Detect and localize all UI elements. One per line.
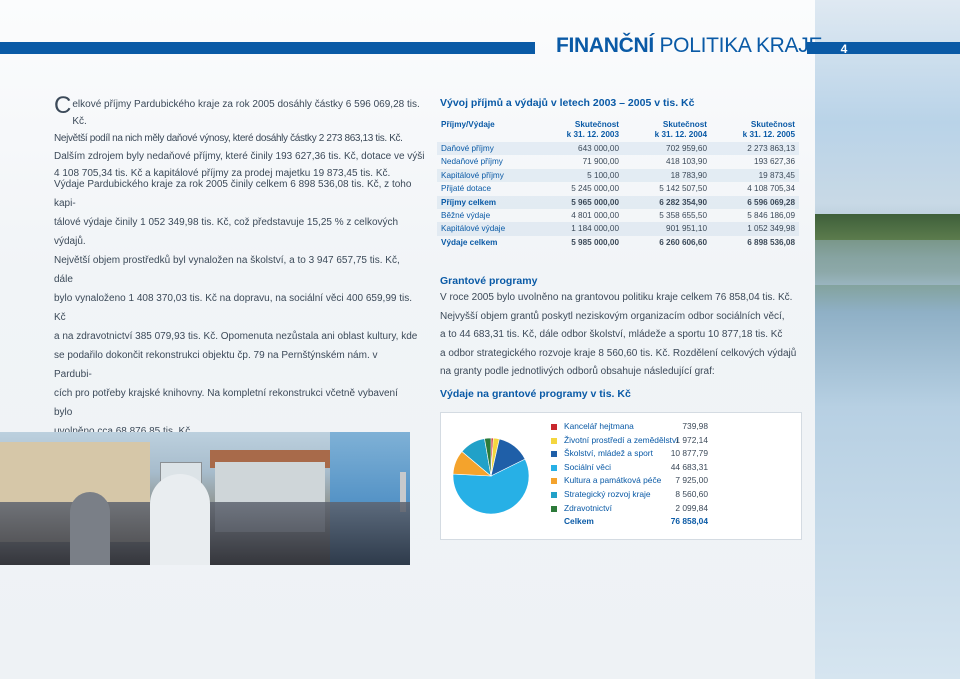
row-label: Přijaté dotace xyxy=(441,184,492,194)
legend-value: 7 925,00 xyxy=(675,475,708,486)
table-cell: 6 898 536,08 xyxy=(747,237,795,247)
legend-label: Kultura a památková péče xyxy=(564,475,662,486)
para-line: tálové výdaje činily 1 052 349,98 tis. Kč, což představuje 15,25 % z celkových výdajů. xyxy=(54,217,399,247)
page-title: FINANČNÍ POLITIKA KRAJE xyxy=(556,34,823,57)
table-cell: 6 596 069,28 xyxy=(711,196,799,209)
grants-heading: Grantové programy xyxy=(440,275,538,287)
para-line: Největší objem prostředků byl vynaložen na školství, a to 3 947 657,75 tis. Kč, dále xyxy=(54,255,400,285)
column-header: Příjmy/Výdaje xyxy=(441,120,495,129)
intro-line: Dalším zdrojem byly nedaňové příjmy, které činily 193 627,36 tis. Kč, dotace ve výši xyxy=(54,150,425,162)
legend-swatch xyxy=(551,492,557,498)
photo-person xyxy=(150,474,210,565)
legend-swatch xyxy=(551,478,557,484)
intro-line: Největší podíl na nich měly daňové výnosy, které dosáhly částky 2 273 863,13 tis. Kč. xyxy=(54,133,403,145)
column-header: Skutečnost k 31. 12. 2003 xyxy=(566,120,619,139)
table-row xyxy=(437,196,799,209)
row-label: Kapitálové příjmy xyxy=(437,169,535,182)
table-cell: 5 358 655,50 xyxy=(659,211,707,221)
para-line: Výdaje Pardubického kraje za rok 2005 činily celkem 6 898 536,08 tis. Kč, z toho kapi- xyxy=(54,179,412,209)
table-cell: 19 873,45 xyxy=(711,169,799,182)
legend-value: 44 683,31 xyxy=(670,461,708,472)
table-row xyxy=(437,169,799,182)
expenditure-paragraph xyxy=(54,175,418,441)
para-line: bylo vynaloženo 1 408 370,03 tis. Kč na dopravu, na sociální věci 400 659,99 tis. Kč xyxy=(54,293,413,323)
legend-item xyxy=(548,474,708,488)
table-cell: 5 846 186,09 xyxy=(747,211,795,221)
legend-value: 739,98 xyxy=(682,421,708,431)
total-label: Celkem xyxy=(564,516,594,527)
legend-value: 8 560,60 xyxy=(675,488,708,499)
table-cell: 418 103,90 xyxy=(666,157,707,167)
legend-item xyxy=(548,420,708,434)
table-cell: 702 959,60 xyxy=(623,142,711,155)
legend-swatch xyxy=(551,424,557,430)
para-line: se podařilo dokončit rekonstrukci objektu čp. 79 na Pernštýnském nám. v Pardubi- xyxy=(54,350,378,380)
legend-label: Zdravotnictví xyxy=(564,502,612,513)
water-reflection xyxy=(815,240,960,285)
table-cell: 5 100,00 xyxy=(535,169,623,182)
legend-swatch xyxy=(551,438,557,444)
chart-legend xyxy=(548,420,708,529)
grant-line: a to 44 683,31 tis. Kč, dále odbor školství, mládeže a sportu 10 877,18 tis. Kč xyxy=(440,329,783,341)
grant-line: V roce 2005 bylo uvolněno na grantovou politiku kraje celkem 76 858,04 tis. Kč. xyxy=(440,292,793,303)
legend-label: Kancelář hejtmana xyxy=(564,421,634,431)
legend-item xyxy=(548,488,708,502)
page-number: 4 xyxy=(840,42,848,56)
legend-item xyxy=(548,502,708,516)
table-cell: 901 951,10 xyxy=(623,222,711,235)
table-row xyxy=(437,155,799,168)
table-cell: 193 627,36 xyxy=(754,157,795,167)
table-row xyxy=(437,209,799,222)
legend-item xyxy=(548,461,708,475)
chart-heading: Výdaje na grantové programy v tis. Kč xyxy=(440,388,631,400)
treeline xyxy=(815,214,960,240)
table-cell: 4 801 000,00 xyxy=(571,211,619,221)
legend-label: Sociální věci xyxy=(564,461,612,472)
table-row xyxy=(437,142,799,155)
grant-line: a odbor strategického rozvoje kraje 8 560,60 tis. Kč. Rozdělení celkových výdajů xyxy=(440,347,797,359)
table-cell: 71 900,00 xyxy=(582,157,619,167)
legend-swatch xyxy=(551,506,557,512)
legend-item xyxy=(548,434,708,448)
legend-label: Životní prostředí a zemědělství xyxy=(564,434,679,445)
table-cell: 5 245 000,00 xyxy=(571,184,619,194)
drop-cap: C xyxy=(54,92,72,119)
legend-swatch xyxy=(551,451,557,457)
legend-value: 2 099,84 xyxy=(675,502,708,513)
para-line: cích pro potřeby krajské knihovny. Na kompletní rekonstrukci včetně vybavení bylo xyxy=(54,388,398,418)
row-label: Běžné výdaje xyxy=(441,211,491,221)
table-cell: 5 965 000,00 xyxy=(535,196,623,209)
header-bar-left xyxy=(0,42,535,54)
lake-photo xyxy=(815,0,960,679)
column-header: Skutečnost k 31. 12. 2004 xyxy=(654,120,707,139)
table-cell: 6 260 606,60 xyxy=(659,237,707,247)
table-header-row xyxy=(437,119,799,142)
row-label: Příjmy celkem xyxy=(437,196,535,209)
header-bar-right xyxy=(807,42,960,54)
row-label: Nedaňové příjmy xyxy=(441,157,503,167)
row-label: Kapitálové výdaje xyxy=(437,222,535,235)
event-photo xyxy=(0,432,410,565)
table-row xyxy=(437,236,799,249)
grant-line: Nejvyšší objem grantů poskytl neziskovým organizacím odbor sociálních věcí, xyxy=(440,310,785,322)
table-title: Vývoj příjmů a výdajů v letech 2003 – 2005 v tis. Kč xyxy=(440,97,695,109)
table-row xyxy=(437,222,799,235)
legend-swatch xyxy=(551,465,557,471)
table-cell: 4 108 705,34 xyxy=(747,184,795,194)
table-row xyxy=(437,182,799,195)
table-cell: 1 184 000,00 xyxy=(535,222,623,235)
table-cell: 5 142 507,50 xyxy=(659,184,707,194)
legend-item xyxy=(548,447,708,461)
legend-label: Strategický rozvoj kraje xyxy=(564,488,651,499)
para-line: a na zdravotnictví 385 079,93 tis. Kč. Opomenuta nezůstala ani oblast kultury, kde xyxy=(54,331,418,342)
row-label: Daňové příjmy xyxy=(437,142,535,155)
table-cell: 1 052 349,98 xyxy=(711,222,799,235)
table-cell: 5 985 000,00 xyxy=(571,237,619,247)
intro-line: elkové příjmy Pardubického kraje za rok 2005 dosáhly částky 6 596 069,28 tis. Kč. xyxy=(72,99,420,128)
photo-person xyxy=(70,492,110,565)
legend-value: 1 972,14 xyxy=(675,434,708,445)
table-cell: 18 783,90 xyxy=(623,169,711,182)
row-label: Výdaje celkem xyxy=(441,237,498,247)
finance-table xyxy=(437,119,799,249)
table-cell: 2 273 863,13 xyxy=(711,142,799,155)
intro-paragraph xyxy=(54,92,426,182)
grants-paragraph xyxy=(440,289,798,382)
grant-pie-chart xyxy=(440,412,802,540)
pie-svg xyxy=(441,413,541,539)
column-header: Skutečnost k 31. 12. 2005 xyxy=(742,120,795,139)
legend-total xyxy=(548,515,708,529)
intro-line: 4 108 705,34 tis. Kč a kapitálové příjmy za prodej majetku 19 873,45 tis. Kč. xyxy=(54,167,391,179)
table-cell: 6 282 354,90 xyxy=(623,196,711,209)
grant-line: na granty podle jednotlivých odborů obsahuje následující graf: xyxy=(440,366,715,378)
table-cell: 643 000,00 xyxy=(535,142,623,155)
legend-value: 10 877,79 xyxy=(670,448,708,459)
total-value: 76 858,04 xyxy=(670,516,708,527)
legend-label: Školství, mládež a sport xyxy=(564,448,653,459)
